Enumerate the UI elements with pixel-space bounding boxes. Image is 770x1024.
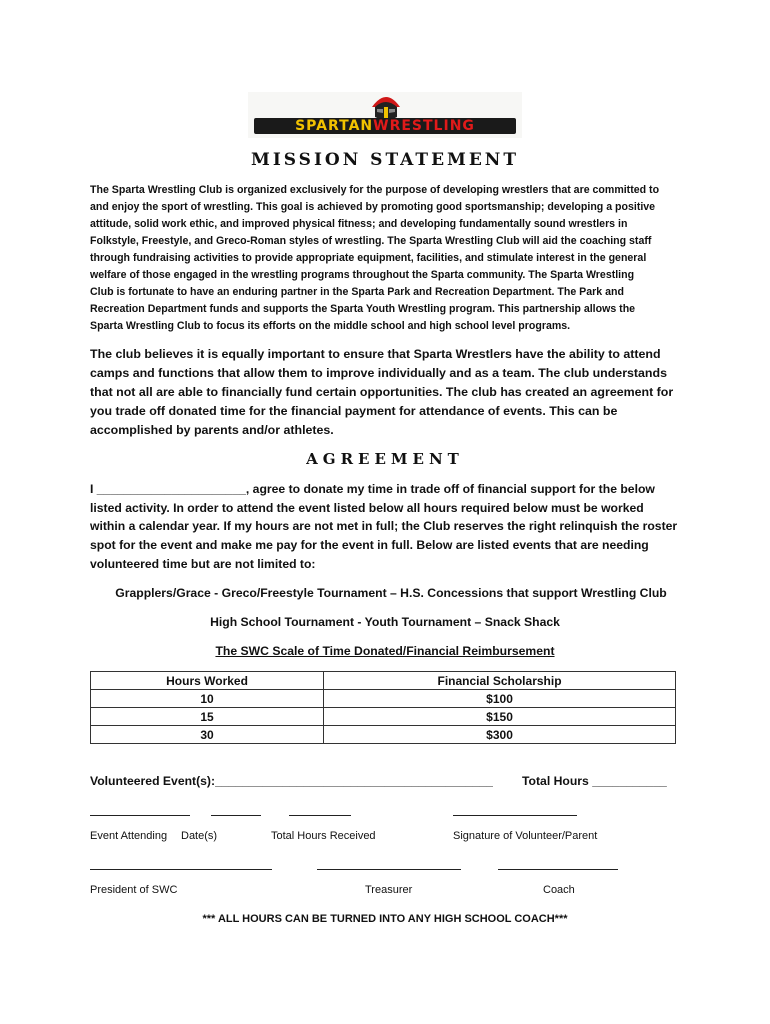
- mission-line: welfare of those engaged in the wrestling programs throughout the Sparta community. The Sparta Wrestling: [90, 269, 635, 281]
- total-hours-received-label: Total Hours Received: [271, 830, 376, 842]
- coach-blank[interactable]: [498, 869, 618, 870]
- cell-scholarship: $150: [324, 708, 676, 726]
- mission-line: through fundraising activities to provide appropriate equipment, facilities, and stimulate interest in the general: [90, 252, 647, 264]
- agreement-line: spot for the event and make me pay for the event in full. Below are listed events that are needing: [90, 538, 649, 553]
- treasurer-blank[interactable]: [317, 869, 461, 870]
- belief-line: accomplished by parents and/or athletes.: [90, 423, 334, 437]
- events-list-line-2: High School Tournament - Youth Tournament – Snack Shack: [210, 615, 560, 629]
- logo-text-spartan: SPARTAN: [295, 118, 374, 134]
- footer-note: *** ALL HOURS CAN BE TURNED INTO ANY HIGH SCHOOL COACH***: [202, 913, 568, 925]
- volunteered-events-row: [90, 774, 493, 788]
- event-attending-label: Event Attending: [90, 830, 168, 842]
- coach-label: Coach: [543, 884, 575, 896]
- mission-line: Folkstyle, Freestyle, and Greco-Roman styles of wrestling. The Sparta Wrestling Club will aid the coaching staff: [90, 235, 652, 247]
- total-hours-blank[interactable]: ___________: [592, 774, 667, 788]
- scale-table-title: The SWC Scale of Time Donated/Financial Reimbursement: [215, 644, 555, 658]
- volunteered-events-label: Volunteered Event(s):: [90, 774, 216, 788]
- agreement-line: within a calendar year. If my hours are not met in full; the Club reserves the right relinquish the roster: [90, 519, 678, 534]
- signature-label: Signature of Volunteer/Parent: [453, 830, 598, 842]
- table-header-row: [91, 672, 676, 690]
- cell-hours: 10: [91, 690, 324, 708]
- belief-line: The club believes it is equally important to ensure that Sparta Wrestlers have the ability to attend: [90, 347, 661, 361]
- cell-scholarship: $100: [324, 690, 676, 708]
- agreement-line: listed activity. In order to attend the event listed below all hours required below must be worked: [90, 500, 644, 515]
- mission-line: attitude, solid work ethic, and improved physical fitness; and developing fundamentally sound wrestlers in: [90, 218, 628, 230]
- cell-hours: 15: [91, 708, 324, 726]
- total-hours-label: Total Hours: [522, 774, 589, 788]
- mission-line: and enjoy the sport of wrestling. This goal is achieved by promoting good sportsmanship; developing a positive: [90, 201, 656, 213]
- mission-line: The Sparta Wrestling Club is organized exclusively for the purpose of developing wrestlers that are committed to: [90, 184, 660, 196]
- mission-line: Sparta Wrestling Club to focus its efforts on the middle school and high school level programs.: [90, 320, 571, 332]
- treasurer-label: Treasurer: [365, 884, 413, 896]
- signature-blank[interactable]: [453, 815, 577, 816]
- cell-hours: 30: [91, 726, 324, 744]
- agreement-line: volunteered time but are not limited to:: [90, 556, 316, 571]
- date-label: Date(s): [181, 830, 218, 842]
- table-row: [91, 708, 676, 726]
- events-list-line-1: Grapplers/Grace - Greco/Freestyle Tournament – H.S. Concessions that support Wrestling Club: [115, 586, 667, 600]
- table-row: [91, 726, 676, 744]
- president-blank[interactable]: [90, 869, 272, 870]
- cell-scholarship: $300: [324, 726, 676, 744]
- total-hours-row: [522, 774, 667, 788]
- event-attending-blank[interactable]: [90, 815, 190, 816]
- belief-line: you trade off donated time for the financial payment for attendance of events. This can be: [90, 404, 618, 418]
- agreement-heading: AGREEMENT: [306, 450, 464, 468]
- table-row: [91, 690, 676, 708]
- logo-text: [254, 118, 516, 134]
- logo-text-wrestling: WRESTLING: [373, 118, 475, 134]
- agreement-line: I ______________________, agree to donate my time in trade off of financial support for the below: [90, 482, 655, 496]
- header-financial-scholarship: Financial Scholarship: [324, 672, 676, 690]
- agreement-paragraph: [90, 480, 686, 574]
- club-belief-paragraph: [90, 345, 686, 440]
- belief-line: that not all are able to financially fund certain opportunities. The club has created an agreement for: [90, 385, 674, 399]
- volunteered-events-blank[interactable]: _________________________________________: [215, 774, 493, 788]
- spartan-wrestling-logo: [248, 92, 522, 138]
- header-hours-worked: Hours Worked: [91, 672, 324, 690]
- date-blank[interactable]: [211, 815, 261, 816]
- total-hours-received-blank[interactable]: [289, 815, 351, 816]
- mission-statement-heading: MISSION STATEMENT: [251, 150, 519, 170]
- scale-table: [90, 671, 676, 744]
- belief-line: camps and functions that allow them to improve individually and as a team. The club understands: [90, 366, 667, 380]
- mission-line: Recreation Department funds and supports the Sparta Youth Wrestling program. This partnership allows the: [90, 303, 636, 315]
- president-label: President of SWC: [90, 884, 178, 896]
- mission-statement-paragraph: [90, 182, 686, 335]
- mission-line: Club is fortunate to have an enduring partner in the Sparta Park and Recreation Department. The Park and: [90, 286, 624, 298]
